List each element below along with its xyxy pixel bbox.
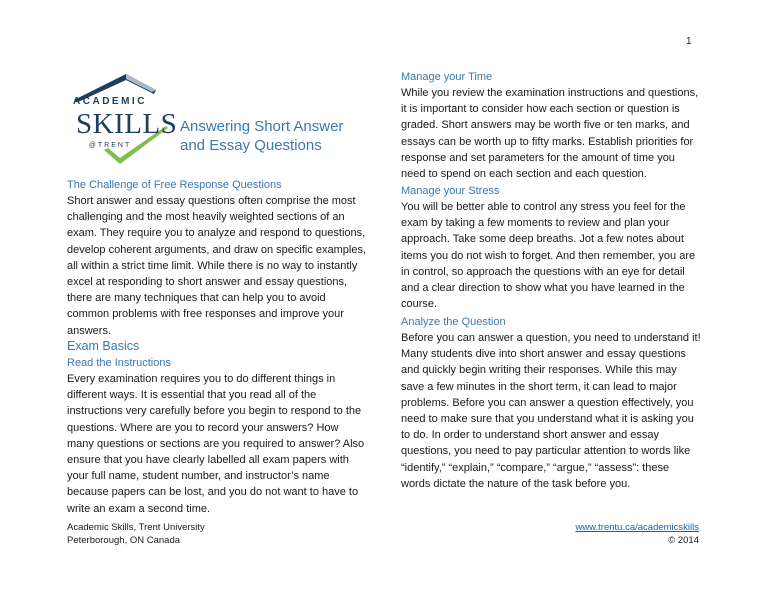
manage-stress-paragraph: You will be better able to control any stress you feel for the exam by taking a few moments to review and plan your approach. Take some deep breaths. Jot a few notes about items you do not wish to forget. And then remember, you are in control, so approach the questions with an eye for detail and a clear direction to show what you have learned in the course. bbox=[401, 201, 696, 311]
manage-stress-heading: Manage your Stress bbox=[401, 185, 500, 197]
manage-time-paragraph: While you review the examination instructions and questions, it is important to consider how each section or question is graded. Short answers may be worth five or ten marks, and essays can be worth up to fifty marks. Establish priorities for response and set parameters for the amount of time you need to spend on each section and each question. bbox=[401, 87, 699, 181]
footer-organization bbox=[67, 521, 205, 547]
read-instructions-paragraph: Every examination requires you to do different things in different ways. It is essential that you read all of the instructions very carefully before you begin to respond to the questions. Where are you to record your answers? How many questions or sections are you required to answer? Also ensure that you have clearly labelled all exam papers with your full name, student number, and instructor’s name because papers can be lost, and you do not want to have to write an exam a second time. bbox=[67, 373, 365, 515]
logo-skills-text: SKILLS bbox=[76, 108, 178, 140]
page-number: 1 bbox=[686, 36, 692, 47]
logo-trent-text: @TRENT bbox=[88, 142, 132, 149]
challenge-heading: The Challenge of Free Response Questions bbox=[67, 179, 282, 191]
challenge-paragraph: Short answer and essay questions often comprise the most challenging and the most heavily weighted sections of an exam. They require you to analyze and respond to questions, develop coherent arguments, and draw on specific examples, all within a strict time limit. While there is no way to instantly excel at responding to short answer and essay questions, there are many techniques that can help you to avoid common problems with free responses and improve your answers. bbox=[67, 195, 367, 337]
document-title: Answering Short Answer and Essay Questions bbox=[180, 118, 344, 154]
exam-basics-heading: Exam Basics bbox=[67, 339, 140, 353]
manage-time-heading: Manage your Time bbox=[401, 71, 493, 83]
academic-skills-logo bbox=[68, 70, 178, 170]
footer-org-line2: Peterborough, ON Canada bbox=[67, 535, 181, 546]
academic-skills-link[interactable]: www.trentu.ca/academicskills bbox=[575, 522, 699, 533]
copyright-text: © 2014 bbox=[668, 535, 699, 546]
footer-org-line1: Academic Skills, Trent University bbox=[67, 522, 205, 533]
footer-links bbox=[520, 521, 699, 547]
read-instructions-heading: Read the Instructions bbox=[67, 357, 171, 369]
analyze-question-heading: Analyze the Question bbox=[401, 316, 506, 328]
logo-academic-text: ACADEMIC bbox=[73, 96, 147, 107]
analyze-question-paragraph: Before you can answer a question, you need to understand it! Many students dive into short answer and essay questions and quickly begin writing their responses. While this may save a few minutes in the short term, it can lead to major problems. Before you can answer a question effectively, you need to make sure that you understand what it is asking you to do. In order to understand short answer and essay questions, you need to pay particular attention to words like “identify,” “explain,” “compare,” “argue,” “assess”: these words dictate the nature of the task before you. bbox=[401, 332, 701, 490]
